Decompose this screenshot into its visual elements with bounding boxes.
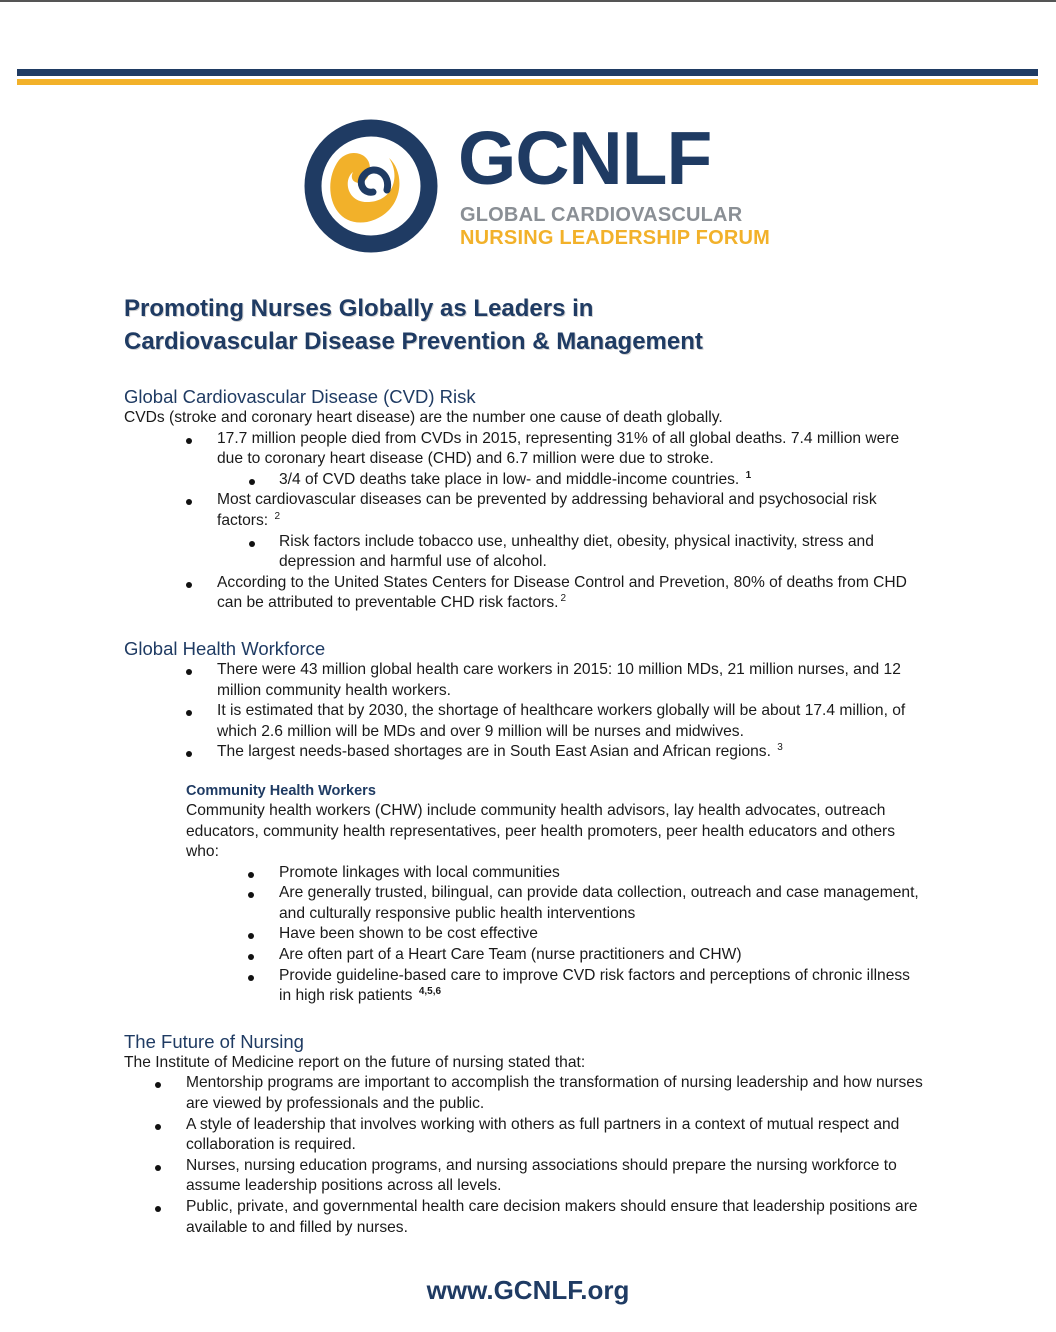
list-item: There were 43 million global health care workers in 2015: 10 million MDs, 21 million nurses, and 12 million community health workers. — [124, 660, 924, 701]
logo-tagline-line2: NURSING LEADERSHIP FORUM — [460, 227, 771, 249]
chw-intro: Community health workers (CHW) include community health advisors, lay health advocates, outreach educators, community health representatives, peer health promoters, peer health educators and others who: — [186, 801, 896, 861]
list-item: 3/4 of CVD deaths take place in low- and middle-income countries. $^1$ — [124, 470, 924, 491]
bullet-icon — [155, 1165, 161, 1171]
page-title-line2: Cardiovascular Disease Prevention & Management — [124, 328, 703, 355]
list-item: Promote linkages with local communities — [186, 863, 924, 884]
list-item: Are generally trusted, bilingual, can provide data collection, outreach and case management, and culturally responsive public health interventions — [186, 883, 924, 924]
logo-wordmark: GCNLF — [458, 116, 712, 200]
bullet-icon — [248, 954, 254, 960]
bullet-icon — [186, 669, 192, 675]
page-title — [124, 292, 703, 358]
document-body — [124, 386, 924, 1238]
list-item: Are often part of a Heart Care Team (nurse practitioners and CHW) — [186, 945, 924, 966]
logo-navy-swirl — [361, 170, 387, 192]
logo-tagline-line1: GLOBAL CARDIOVASCULAR — [460, 204, 743, 226]
bullet-icon — [186, 582, 192, 588]
list-item: 17.7 million people died from CVDs in 2015, representing 31% of all global deaths. 7.4 million were due to coronary heart disease (CHD) and 6.7 million were due to stroke. — [124, 429, 924, 470]
cvd-sublist — [124, 470, 924, 491]
chw-list — [186, 863, 924, 1007]
section-heading-future: The Future of Nursing — [124, 1030, 304, 1052]
list-item: Most cardiovascular diseases can be prevented by addressing behavioral and psychosocial risk factors: $^2$ — [124, 490, 924, 531]
header-band-blue — [17, 69, 1038, 76]
bullet-icon — [186, 751, 192, 757]
section-heading-cvd: Global Cardiovascular Disease (CVD) Risk — [124, 386, 476, 407]
list-item: Have been shown to be cost effective — [186, 924, 924, 945]
bullet-icon — [186, 438, 192, 444]
workforce-list — [124, 660, 924, 763]
page-title-line1: Promoting Nurses Globally as Leaders in — [124, 295, 594, 322]
list-item: Public, private, and governmental health care decision makers should ensure that leadership positions are available to and filled by nurses. — [124, 1197, 924, 1238]
reference-mark: 1 — [745, 469, 752, 481]
list-item: Nurses, nursing education programs, and nursing associations should prepare the nursing workforce to assume leadership positions across all levels. — [124, 1156, 924, 1197]
bullet-icon — [248, 933, 254, 939]
subsection-heading-chw: Community Health Workers — [186, 782, 376, 799]
swirl-heart-icon — [303, 118, 439, 254]
reference-mark: 4,5,6 — [418, 986, 442, 998]
bullet-icon — [186, 710, 192, 716]
list-item: Provide guideline-based care to improve CVD risk factors and perceptions of chronic illness in high risk patients $^{4,5,6}$ — [186, 966, 924, 1007]
bullet-icon — [248, 872, 254, 878]
footer-website-link[interactable]: www.GCNLF.org — [426, 1275, 630, 1305]
future-intro: The Institute of Medicine report on the future of nursing stated that: — [124, 1053, 586, 1071]
future-list — [124, 1073, 924, 1238]
bullet-icon — [155, 1082, 161, 1088]
cvd-intro: CVDs (stroke and coronary heart disease) are the number one cause of death globally. — [124, 409, 723, 426]
bullet-icon — [155, 1124, 161, 1130]
bullet-icon — [248, 975, 254, 981]
list-item: It is estimated that by 2030, the shortage of healthcare workers globally will be about 17.4 million, of which 2.6 million will be MDs and over 9 million will be nurses and midwives. — [124, 701, 924, 742]
reference-mark: 2 — [560, 593, 567, 605]
reference-mark: 2 — [274, 510, 281, 522]
chw-subsection — [124, 781, 924, 1007]
list-item: According to the United States Centers for Disease Control and Prevetion, 80% of deaths from CHD can be attributed to preventable CHD risk factors. $^2$ — [124, 573, 924, 614]
bullet-icon — [249, 479, 255, 485]
bullet-icon — [248, 892, 254, 898]
list-item: The largest needs-based shortages are in South East Asian and African regions. $^3$ — [124, 742, 924, 763]
bullet-icon — [186, 499, 192, 505]
bullet-icon — [249, 541, 255, 547]
top-rule — [0, 0, 1056, 2]
list-item: Mentorship programs are important to accomplish the transformation of nursing leadership and how nurses are viewed by professionals and the public. — [124, 1073, 924, 1114]
reference-mark: 3 — [777, 742, 783, 754]
list-item: Risk factors include tobacco use, unhealthy diet, obesity, physical inactivity, stress and depression and harmful use of alcohol. — [124, 532, 924, 573]
header-band-gold — [17, 79, 1038, 85]
cvd-list — [124, 429, 924, 470]
bullet-icon — [155, 1206, 161, 1212]
section-heading-workforce: Global Health Workforce — [124, 637, 326, 659]
list-item: A style of leadership that involves working with others as full partners in a context of mutual respect and collaboration is required. — [124, 1115, 924, 1156]
